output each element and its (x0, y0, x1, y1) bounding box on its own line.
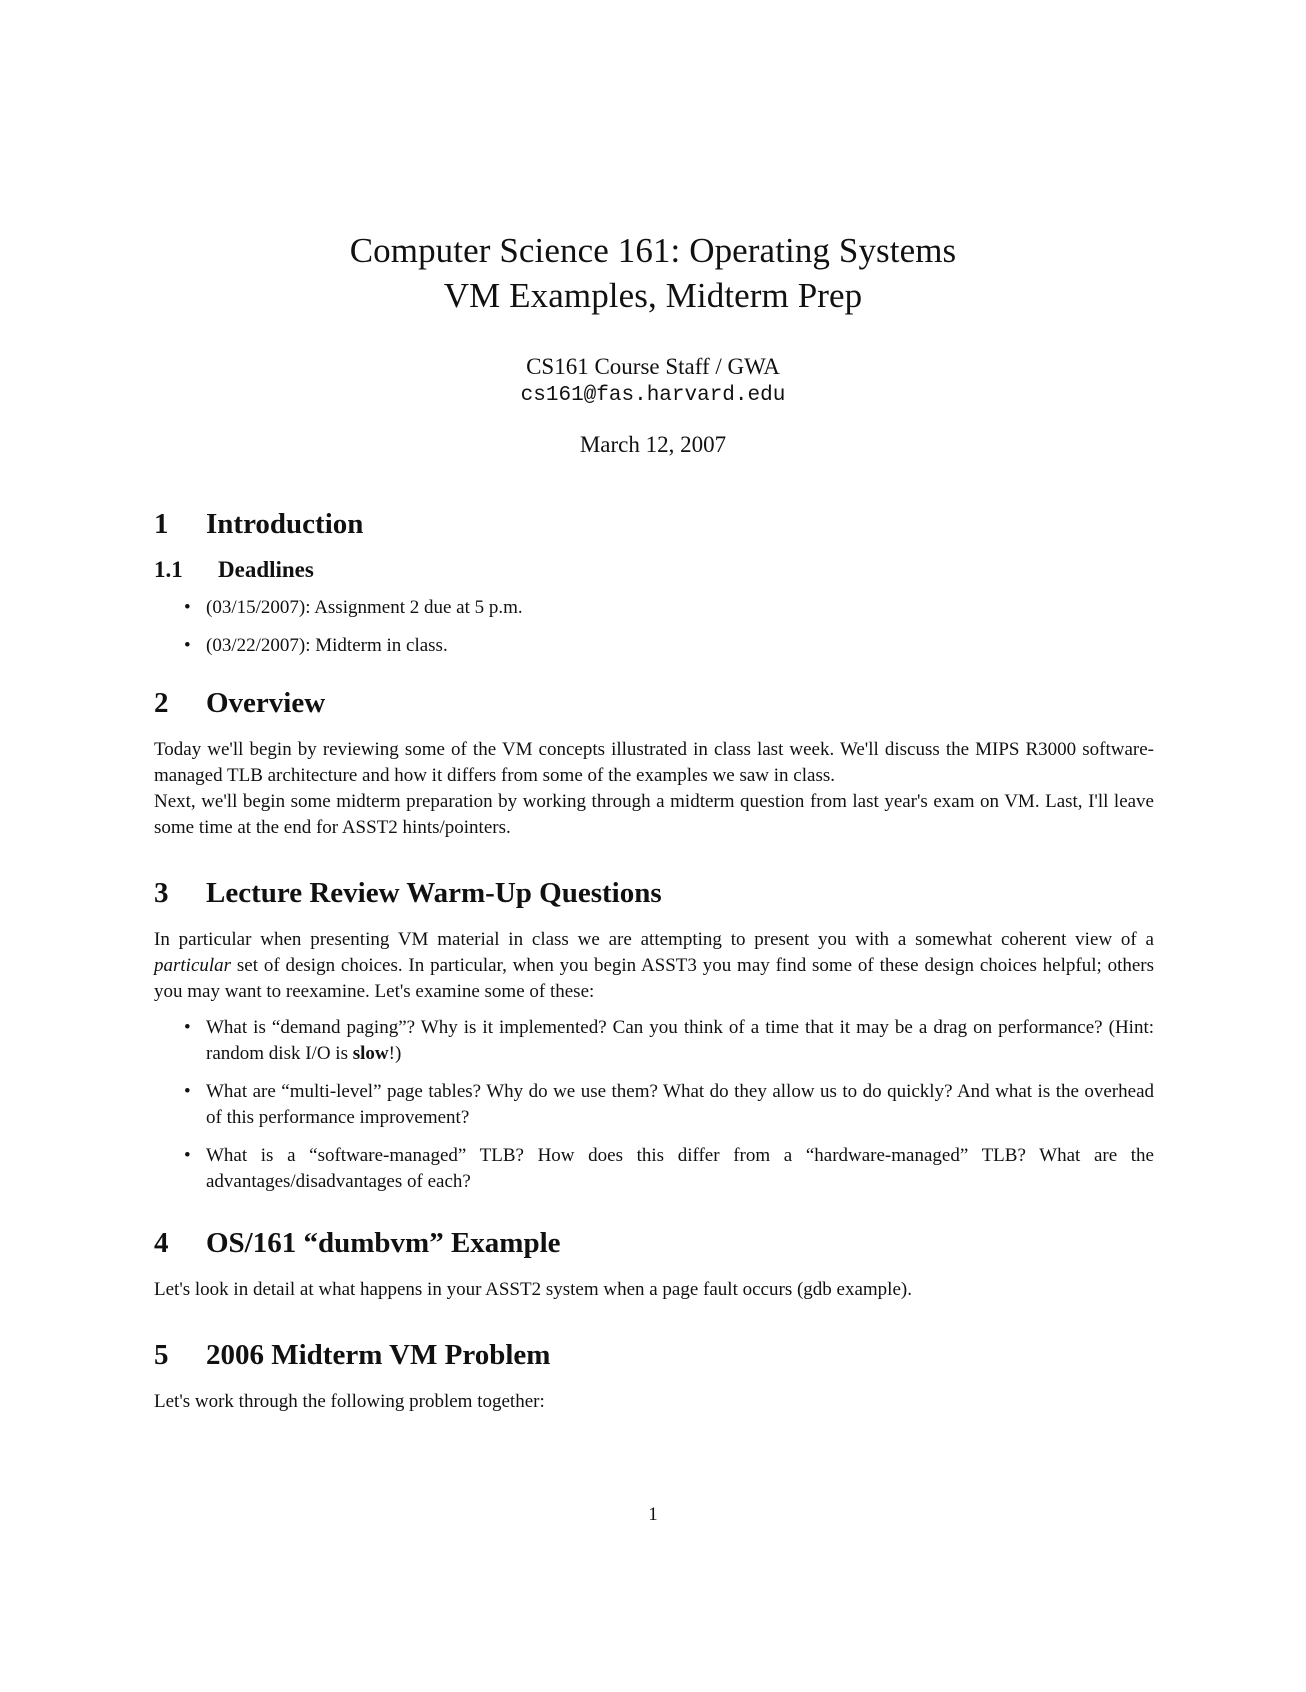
title-line-1: Computer Science 161: Operating Systems (349, 231, 957, 270)
question-text-a: What is “demand paging”? Why is it implemented? Can you think of a time that it may be a drag on performance? (Hint: random disk I/O is (206, 1017, 1154, 1064)
list-item (154, 1015, 1154, 1067)
section-number: 5 (154, 1339, 169, 1371)
bullet-icon: • (184, 1081, 191, 1102)
section-number: 2 (154, 687, 169, 719)
section-heading-overview (154, 685, 1154, 721)
section-title: OS/161 “dumbvm” Example (206, 1227, 561, 1259)
section-title: Introduction (206, 508, 364, 540)
bullet-icon: • (184, 1017, 191, 1038)
deadlines-list (154, 595, 1154, 659)
question-strong: slow (352, 1043, 389, 1064)
bullet-icon: • (184, 635, 191, 656)
document-body (154, 506, 1154, 1415)
overview-paragraph-1: Today we'll begin by reviewing some of the VM concepts illustrated in class last week. We'll discuss the MIPS R3000 software-managed TLB architecture and how it differs from some of the examples we saw in class. (154, 739, 1154, 786)
dumbvm-paragraph: Let's look in detail at what happens in your ASST2 system when a page fault occurs (gdb example). (154, 1279, 912, 1300)
document-date: March 12, 2007 (579, 432, 727, 457)
section-heading-introduction (154, 506, 1154, 542)
section-heading-midterm-problem (154, 1337, 1154, 1373)
list-item-text: (03/15/2007): Assignment 2 due at 5 p.m. (206, 597, 523, 618)
list-item (154, 595, 1154, 621)
title-line-2: VM Examples, Midterm Prep (443, 276, 863, 315)
title-block (0, 228, 1306, 460)
list-item (154, 1143, 1154, 1195)
question-text-b: !) (388, 1043, 402, 1064)
section-title: Lecture Review Warm-Up Questions (206, 877, 662, 909)
section-number: 1 (154, 508, 169, 540)
subsection-heading-deadlines (154, 555, 1154, 585)
warmup-intro-part-a: In particular when presenting VM material in class we are attempting to present you with a somewhat coherent view of a (154, 929, 1154, 950)
overview-paragraph-2: Next, we'll begin some midterm preparation by working through a midterm question from last year's exam on VM. Last, I'll leave some time at the end for ASST2 hints/pointers. (154, 791, 1154, 838)
section-heading-dumbvm (154, 1225, 1154, 1261)
midterm-problem-paragraph: Let's work through the following problem together: (154, 1391, 545, 1412)
warmup-intro-paragraph (154, 927, 1154, 1005)
question-text: What are “multi-level” page tables? Why do we use them? What do they allow us to do quickly? And what is the overhead of this performance improvement? (206, 1081, 1154, 1128)
author-email: cs161@fas.harvard.edu (520, 384, 786, 407)
list-item (154, 1079, 1154, 1131)
list-item-text: (03/22/2007): Midterm in class. (206, 635, 448, 656)
warmup-intro-emphasis: particular (154, 955, 232, 976)
author: CS161 Course Staff / GWA (526, 354, 780, 379)
section-title: 2006 Midterm VM Problem (206, 1339, 551, 1371)
section-number: 4 (154, 1227, 169, 1259)
question-text: What is a “software-managed” TLB? How does this differ from a “hardware-managed” TLB? What are the advantages/disadvantages of each? (206, 1145, 1154, 1192)
section-title: Overview (206, 687, 326, 719)
warmup-intro-part-b: set of design choices. In particular, when you begin ASST3 you may find some of these design choices helpful; others you may want to reexamine. Let's examine some of these: (154, 955, 1155, 1002)
page-number: 1 (648, 1504, 658, 1525)
section-number: 3 (154, 877, 169, 909)
subsection-title: Deadlines (218, 557, 314, 582)
bullet-icon: • (184, 597, 191, 618)
bullet-icon: • (184, 1145, 191, 1166)
warmup-questions-list (154, 1015, 1154, 1195)
list-item (154, 633, 1154, 659)
section-heading-warmup (154, 875, 1154, 911)
subsection-number: 1.1 (154, 557, 183, 582)
